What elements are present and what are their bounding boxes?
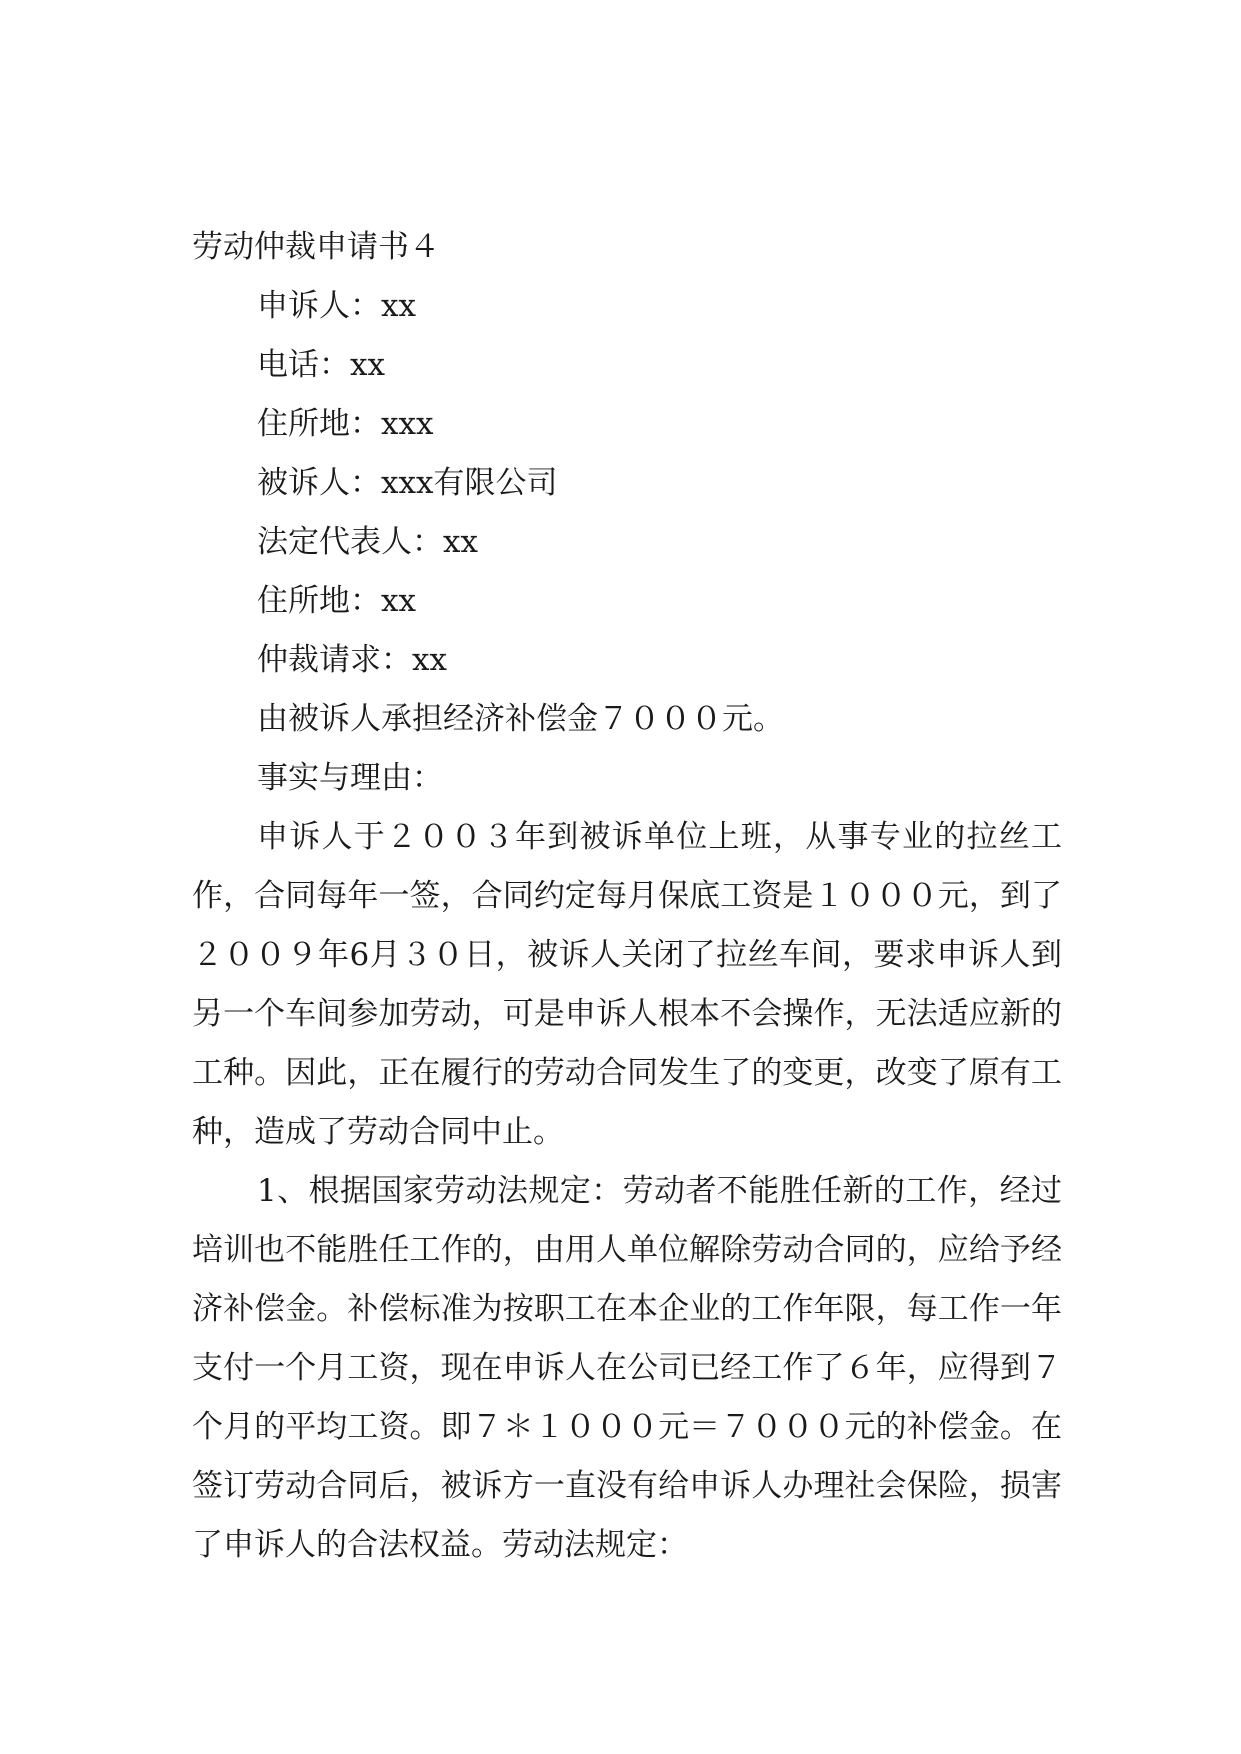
complainant-address-field: 住所地：xxx <box>257 406 434 442</box>
document-title: 劳动仲裁申请书４ <box>192 229 440 265</box>
phone-field: 电话：xx <box>257 347 385 383</box>
respondent-field: 被诉人：xxx有限公司 <box>257 465 558 501</box>
document-body <box>192 218 1062 1575</box>
arbitration-request-field: 仲裁请求：xx <box>257 642 447 678</box>
legal-basis-paragraph: 1、根据国家劳动法规定：劳动者不能胜任新的工作，经过培训也不能胜任工作的，由用人单位解除劳动合同的，应给予经济补偿金。补偿标准为按职工在本企业的工作年限，每工作一年支付一个月工资，现在申诉人在公司已经工作了６年，应得到７个月的平均工资。即７＊１０００元＝７０００元的补偿金。在签订劳动合同后，被诉方一直没有给申诉人办理社会保险，损害了申诉人的合法权益。劳动法规定： <box>192 1173 1062 1563</box>
compensation-claim: 由被诉人承担经济补偿金７０００元。 <box>257 701 784 737</box>
legal-representative-field: 法定代表人：xx <box>257 524 478 560</box>
respondent-address-field: 住所地：xx <box>257 583 416 619</box>
complainant-field: 申诉人：xx <box>257 288 416 324</box>
facts-paragraph: 申诉人于２００３年到被诉单位上班，从事专业的拉丝工作，合同每年一签，合同约定每月保底工资是１０００元，到了２００９年6月３０日，被诉人关闭了拉丝车间，要求申诉人到另一个车间参加劳动，可是申诉人根本不会操作，无法适应新的工种。因此，正在履行的劳动合同发生了的变更，改变了原有工种，造成了劳动合同中止。 <box>192 819 1062 1150</box>
facts-and-reasons-heading: 事实与理由： <box>257 760 443 796</box>
